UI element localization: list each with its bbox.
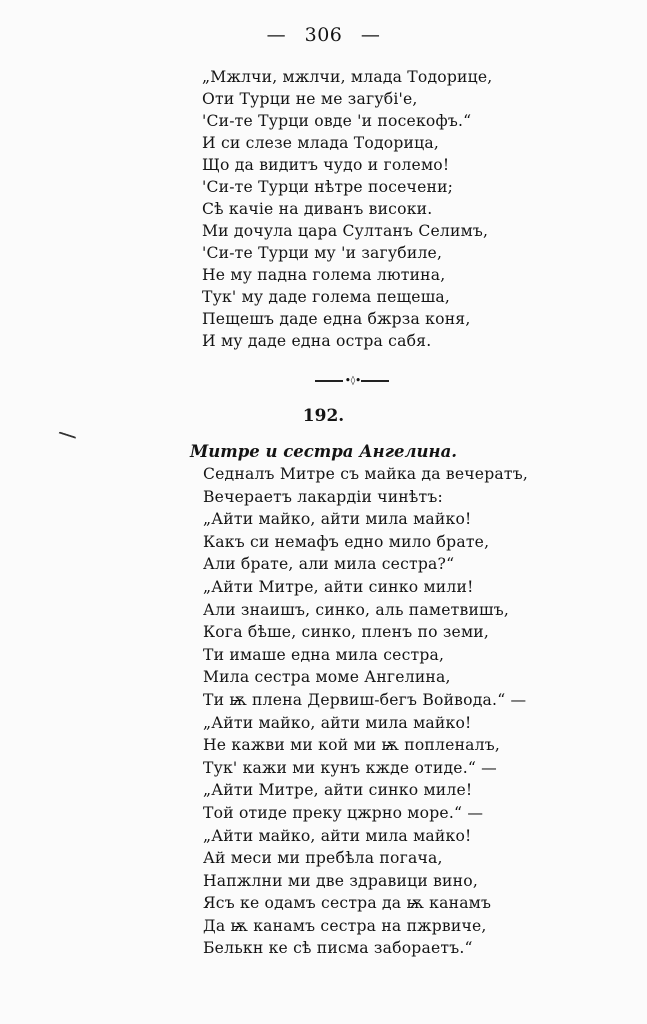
header-dash-right: — [360,24,381,46]
verse-line: Ясъ ке одамъ сестра да ѭ канамъ [203,894,492,913]
section-separator-ornament [315,376,389,386]
ornament-rule-right [361,380,389,382]
ornament-rule-left [315,380,343,382]
verse-line: Сѣ качіе на диванъ високи. [202,200,433,218]
verse-line: Седналъ Митре съ майка да вечератъ, [203,465,529,483]
poem-title: Митре и сестра Ангелина. [189,442,458,461]
page-number: 306 [304,24,343,46]
verse-line: „Мжлчи, мжлчи, млада Тодорице, [202,68,493,86]
verse-line: И му даде една остра сабя. [202,332,432,350]
header-dash-left: — [266,24,287,46]
ornament-knot-icon: •◊• [345,376,361,386]
verse-line: Али знаишъ, синко, аль паметвишъ, [203,600,510,619]
verse-line: Що да видитъ чудо и големо! [202,156,450,174]
verse-line: Белькн ке сѣ писма забораетъ.“ [203,939,473,958]
verse-line: 'Си-те Турци му 'и загубиле, [202,244,443,262]
verse-line: Не му падна голема лютина, [202,266,446,284]
verse-line: „Айти Митре, айти синко миле! [203,781,473,800]
verse-line: Ми дочула цара Султанъ Селимъ, [202,222,489,240]
verse-line: Кога бѣше, синко, пленъ по земи, [203,623,490,642]
verse-line: Да ѭ канамъ сестра на пжрвиче, [203,916,487,935]
margin-pencil-mark [58,431,77,441]
verse-line: Ти ѭ плена Дервиш-бегъ Войвода.“ — [203,690,527,709]
verse-line: Вечераетъ лакардіи чинѣтъ: [203,487,443,506]
verse-line: 'Си-те Турци овде 'и посекофъ.“ [202,112,472,130]
verse-line: 'Си-те Турци нѣтре посечени; [202,178,454,196]
verse-line: Той отиде преку цжрно море.“ — [203,803,484,822]
verse-line: И си слезе млада Тодорица, [202,134,440,152]
verse-line: Напжлни ми две здравици вино, [203,871,478,890]
poem-stanza [203,463,528,960]
verse-line: Али брате, али мила сестра?“ [203,555,455,574]
verse-line: „Айти майко, айти мила майко! [203,826,472,845]
verse-line: Не кажви ми кой ми ѭ попленалъ, [203,736,501,755]
verse-line: Мила сестра моме Ангелина, [203,668,451,687]
verse-line: „Айти Митре, айти синко мили! [203,577,474,596]
verse-line: Пещешъ даде една бжрза коня, [202,310,471,328]
verse-line: Ти имаше една мила сестра, [203,645,445,664]
verse-line: Тук' кажи ми кунъ кжде отиде.“ — [203,758,497,777]
verse-line: „Айти майко, айти мила майко! [203,510,472,529]
page-header [0,24,647,46]
verse-line: Какъ си немафъ едно мило брате, [203,532,490,551]
verse-line: Оти Турци не ме загубі'е, [202,90,418,108]
poem-fragment-stanza [202,66,492,352]
verse-line: Тук' му даде голема пещеша, [202,288,451,306]
verse-line: Ай меси ми пребѣла погача, [203,849,443,868]
verse-line: „Айти майко, айти мила майко! [203,713,472,732]
poem-number: 192. [302,406,345,426]
